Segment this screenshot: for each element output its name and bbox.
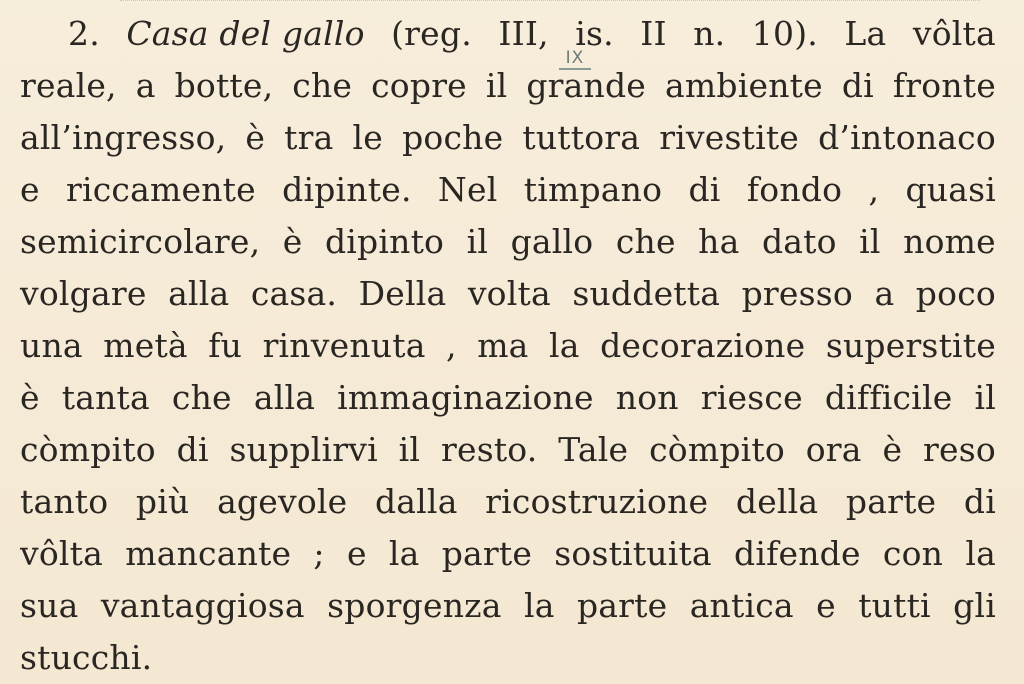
word: e (346, 534, 367, 573)
word: le (352, 118, 384, 157)
word: d’intonaco (818, 118, 996, 157)
word: di (176, 430, 209, 469)
word: ricostruzione (485, 482, 709, 521)
word: la (965, 534, 996, 573)
word: volgare (20, 274, 147, 313)
word: casa. (250, 274, 338, 313)
word: e (816, 586, 836, 625)
word: il (398, 430, 421, 469)
word: è (20, 378, 40, 417)
word: còmpito (20, 430, 156, 469)
word: La (844, 14, 887, 53)
word: sporgenza (327, 586, 502, 625)
word: dalla (374, 482, 458, 521)
word: ma (477, 326, 529, 365)
word: Nel (437, 170, 498, 209)
word: della (735, 482, 819, 521)
word: agevole (217, 482, 348, 521)
word: alla (168, 274, 230, 313)
word: poche (402, 118, 504, 157)
word: Tale (558, 430, 629, 469)
word: gli (953, 586, 996, 625)
word: sua (20, 586, 79, 625)
word: Della (358, 274, 447, 313)
word: a (135, 66, 156, 105)
word: di (688, 170, 721, 209)
word: còmpito (649, 430, 785, 469)
word: 2. (68, 14, 100, 53)
word: mancante (125, 534, 292, 573)
word: parte (576, 586, 668, 625)
word: copre (371, 66, 467, 105)
word: una (20, 326, 83, 365)
word: tutti (858, 586, 931, 625)
word: che (292, 66, 353, 105)
text-line (20, 112, 996, 164)
word: poco (915, 274, 996, 313)
word: fondo (746, 170, 843, 209)
word: fronte (892, 66, 996, 105)
word: il (485, 66, 508, 105)
text-line (20, 580, 996, 632)
word: metà (103, 326, 188, 365)
word: non (615, 378, 679, 417)
word: tanta (61, 378, 150, 417)
word: ha (698, 222, 740, 261)
word: nome (903, 222, 996, 261)
word: la (523, 586, 555, 625)
word: e (20, 170, 40, 209)
word: a (874, 274, 895, 313)
word: all’ingresso, (20, 118, 227, 157)
text-line (20, 424, 996, 476)
word: , (868, 170, 880, 209)
word: la (549, 326, 580, 365)
word: la (388, 534, 420, 573)
handwritten-annotation (553, 48, 597, 74)
text-line (20, 8, 996, 60)
word: grande (526, 66, 647, 105)
word: è (245, 118, 266, 157)
word: sostituita (554, 534, 712, 573)
word: resto. (440, 430, 538, 469)
word: superstite (825, 326, 996, 365)
word: fu (208, 326, 243, 365)
word: volta (467, 274, 551, 313)
word: di (963, 482, 996, 521)
word: difficile (824, 378, 953, 417)
previous-line-fragment (120, 0, 980, 5)
word: vantaggiosa (100, 586, 305, 625)
text-line (20, 528, 996, 580)
word: decorazione (600, 326, 806, 365)
word: suddetta (572, 274, 721, 313)
word: botte, (174, 66, 274, 105)
word: dipinto (324, 222, 445, 261)
word: è (882, 430, 903, 469)
word: il (466, 222, 489, 261)
word: presso (741, 274, 853, 313)
word: riccamente (66, 170, 256, 209)
word: il (859, 222, 881, 261)
word: vôlta (20, 534, 104, 573)
word: tra (284, 118, 334, 157)
word: rivestite (659, 118, 800, 157)
word: quasi (905, 170, 996, 209)
word: stucchi. (20, 638, 153, 677)
word: timpano (523, 170, 663, 209)
text-line (20, 164, 996, 216)
word: rinvenuta (262, 326, 426, 365)
word: tanto (20, 482, 109, 521)
text-line (20, 60, 996, 112)
word: supplirvi (229, 430, 378, 469)
word: che (615, 222, 676, 261)
word: reso (922, 430, 996, 469)
word: antica (689, 586, 794, 625)
word: immaginazione (337, 378, 594, 417)
annotation-underline (559, 68, 591, 70)
word: difende (734, 534, 861, 573)
word: con (882, 534, 944, 573)
word: ora (805, 430, 862, 469)
word: n. (693, 14, 726, 53)
text-line (20, 320, 996, 372)
word: , (446, 326, 457, 365)
word: is. (575, 14, 614, 53)
word: semicircolare, (20, 222, 261, 261)
word: Casa del gallo (126, 14, 365, 53)
word: reale, (20, 66, 117, 105)
text-line (20, 632, 996, 684)
text-line (20, 372, 996, 424)
word: dato (761, 222, 837, 261)
word: (reg. (391, 14, 472, 53)
word: parte (441, 534, 533, 573)
word: il (974, 378, 996, 417)
text-line (20, 476, 996, 528)
annotation-text: IX (565, 48, 585, 68)
word: parte (845, 482, 937, 521)
word: ; (313, 534, 325, 573)
word: riesce (700, 378, 803, 417)
text-line (20, 216, 996, 268)
word: 10). (751, 14, 818, 53)
word: II (640, 14, 667, 53)
word: che (171, 378, 232, 417)
text-line (20, 268, 996, 320)
word: tuttora (522, 118, 641, 157)
word: più (135, 482, 190, 521)
word: dipinte. (282, 170, 412, 209)
word: ambiente (665, 66, 823, 105)
word: gallo (510, 222, 594, 261)
word: vôlta (912, 14, 996, 53)
word: alla (253, 378, 316, 417)
word: di (841, 66, 874, 105)
word: III, (498, 14, 549, 53)
word: è (282, 222, 303, 261)
